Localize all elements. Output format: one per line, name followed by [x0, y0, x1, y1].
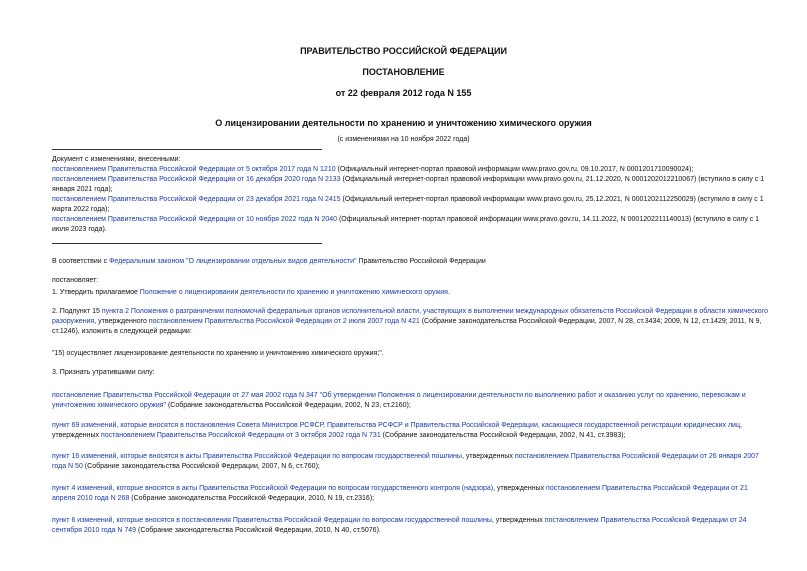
paragraph-item-3: 3. Признать утратившими силу: — [52, 369, 155, 376]
repealed-item-3 — [52, 452, 770, 472]
point-69-link[interactable]: пункт 69 изменений, которые вносятся в постановления Совета Министров РСФСР, Правительства РСФСР и Правительства Российской Федерации, касающиеся государственной регистрации юридических лиц — [52, 422, 740, 429]
resolution-421-link[interactable]: постановлением Правительства Российской Федерации от 2 июля 2007 года N 421 — [148, 318, 420, 325]
amendment-item — [52, 215, 770, 235]
amendment-link[interactable]: постановлением Правительства Российской Федерации от 16 декабря 2020 года N 2133 — [52, 176, 341, 183]
paragraph-item-1 — [52, 288, 770, 298]
repealed-item-1 — [52, 391, 770, 411]
repealed-item-2-source: (Собрание законодательства Российской Федерации, 2002, N 41, ст.3983); — [380, 432, 626, 439]
amendment-link[interactable]: постановлением Правительства Российской Федерации от 10 ноября 2022 года N 2040 — [52, 216, 338, 223]
document-type: ПОСТАНОВЛЕНИЕ — [362, 67, 445, 77]
point-16-link[interactable]: пункт 16 изменений, которые вносятся в акты Правительства Российской Федерации по вопросам государственной пошлины — [52, 453, 462, 460]
paragraph-quote: "15) осуществляет лицензирование деятельности по хранению и уничтожению химического оружия;". — [52, 350, 384, 357]
government-heading: ПРАВИТЕЛЬСТВО РОССИЙСКОЙ ФЕДЕРАЦИИ — [300, 46, 507, 56]
document-date-number: от 22 февраля 2012 года N 155 — [335, 88, 472, 98]
item-2-text-mid: , утвержденного — [94, 318, 149, 325]
amendment-item — [52, 195, 770, 215]
repealed-item-3-mid: , утвержденных — [461, 453, 515, 460]
resolution-50-link[interactable]: постановлением Правительства Российской Федерации от 26 января 2007 года N 50 — [52, 453, 759, 470]
amendments-block — [52, 155, 770, 235]
divider-top — [52, 149, 322, 150]
paragraph-preamble — [52, 257, 770, 267]
repealed-item-5-source: (Собрание законодательства Российской Федерации, 2010, N 40, ст.5076). — [136, 527, 381, 534]
item-2-text: 2. Подпункт 15 — [52, 308, 102, 315]
resolution-749-link[interactable]: постановлением Правительства Российской Федерации от 24 сентября 2010 года N 749 — [52, 517, 747, 534]
regulation-link[interactable]: Положение о лицензировании деятельности по хранению и уничтожению химического оружия — [139, 289, 448, 296]
amendment-link[interactable]: постановлением Правительства Российской Федерации от 23 декабря 2021 года N 2415 — [52, 196, 341, 203]
amendments-intro: Документ с изменениями, внесенными: — [52, 156, 181, 163]
item-1-end: . — [447, 289, 450, 296]
amendment-details: (Официальный интернет-портал правовой информации www.pravo.gov.ru, 25.12.2021, N 0001202112250029) (вступило в силу с 1 марта 2022 года); — [52, 196, 764, 213]
point-4-link[interactable]: пункт 4 изменений, которые вносятся в акты Правительства Российской Федерации по вопросам государственного контроля (надзора) — [52, 485, 494, 492]
amendment-link[interactable]: постановлением Правительства Российской Федерации от 5 октября 2017 года N 1210 — [52, 166, 336, 173]
resolution-268-link[interactable]: постановлением Правительства Российской Федерации от 21 апреля 2010 года N 268 — [52, 485, 748, 502]
amendment-details: (Официальный интернет-портал правовой информации www.pravo.gov.ru, 14.11.2022, N 0001202211140013) (вступило в силу с 1 июля 2023 года). — [52, 216, 760, 233]
amendment-details: (Официальный интернет-портал правовой информации www.pravo.gov.ru, 09.10.2017, N 0001201710090024); — [335, 166, 694, 173]
item-1-text: 1. Утвердить прилагаемое — [52, 289, 140, 296]
document-title: О лицензировании деятельности по хранению и уничтожению химического оружия — [215, 118, 592, 128]
regulation-point-link[interactable]: пункта 2 Положения о разграничении полномочий федеральных органов исполнительной власти, участвующих в выполнении международных обязательств Российской Федерации в области химического разоружения — [52, 308, 768, 325]
paragraph-resolves: постановляет: — [52, 277, 99, 284]
amendment-item — [52, 165, 770, 175]
repealed-resolution-347-link[interactable]: постановление Правительства Российской Федерации от 27 мая 2002 года N 347 "Об утверждении Положения о лицензировании деятельности по выполнению работ и оказанию услуг по хранению, перевозкам и уничтожению химического оружия" — [52, 392, 746, 409]
repealed-item-1-source: (Собрание законодательства Российской Федерации, 2002, N 23, ст.2160); — [166, 402, 411, 409]
repealed-item-3-source: (Собрание законодательства Российской Федерации, 2007, N 6, ст.760); — [82, 463, 320, 470]
preamble-text: В соответствии с — [52, 258, 110, 265]
repealed-item-5-mid: , утвержденных — [491, 517, 545, 524]
repealed-item-4-source: (Собрание законодательства Российской Федерации, 2010, N 19, ст.2316); — [129, 495, 375, 502]
repealed-item-2-mid: , утвержденных — [52, 422, 742, 439]
repealed-item-5 — [52, 516, 770, 536]
changes-note: (с изменениями на 10 ноября 2022 года) — [337, 136, 470, 143]
preamble-text-end: Правительство Российской Федерации — [356, 258, 486, 265]
repealed-item-4-mid: , утвержденных — [493, 485, 547, 492]
repealed-item-4 — [52, 484, 770, 504]
point-6-link[interactable]: пункт 6 изменений, которые вносятся в постановления Правительства Российской Федерации по вопросам государственной пошлины — [52, 517, 492, 524]
resolution-731-link[interactable]: постановлением Правительства Российской Федерации от 3 октября 2002 года N 731 — [101, 432, 381, 439]
item-2-text-end: (Собрание законодательства Российской Федерации, 2007, N 28, ст.3434; 2009, N 12, ст.1429; 2011, N 9, ст.1246), изложить в следующей редакции: — [52, 318, 762, 335]
federal-law-link[interactable]: Федеральным законом "О лицензировании отдельных видов деятельности" — [109, 258, 357, 265]
paragraph-item-2 — [52, 307, 770, 337]
amendment-item — [52, 175, 770, 195]
divider-bottom — [52, 243, 322, 244]
amendment-details: (Официальный интернет-портал правовой информации www.pravo.gov.ru, 21.12.2020, N 0001202012210067) (вступило в силу с 1 января 2021 года); — [52, 176, 765, 193]
repealed-item-2 — [52, 421, 770, 441]
